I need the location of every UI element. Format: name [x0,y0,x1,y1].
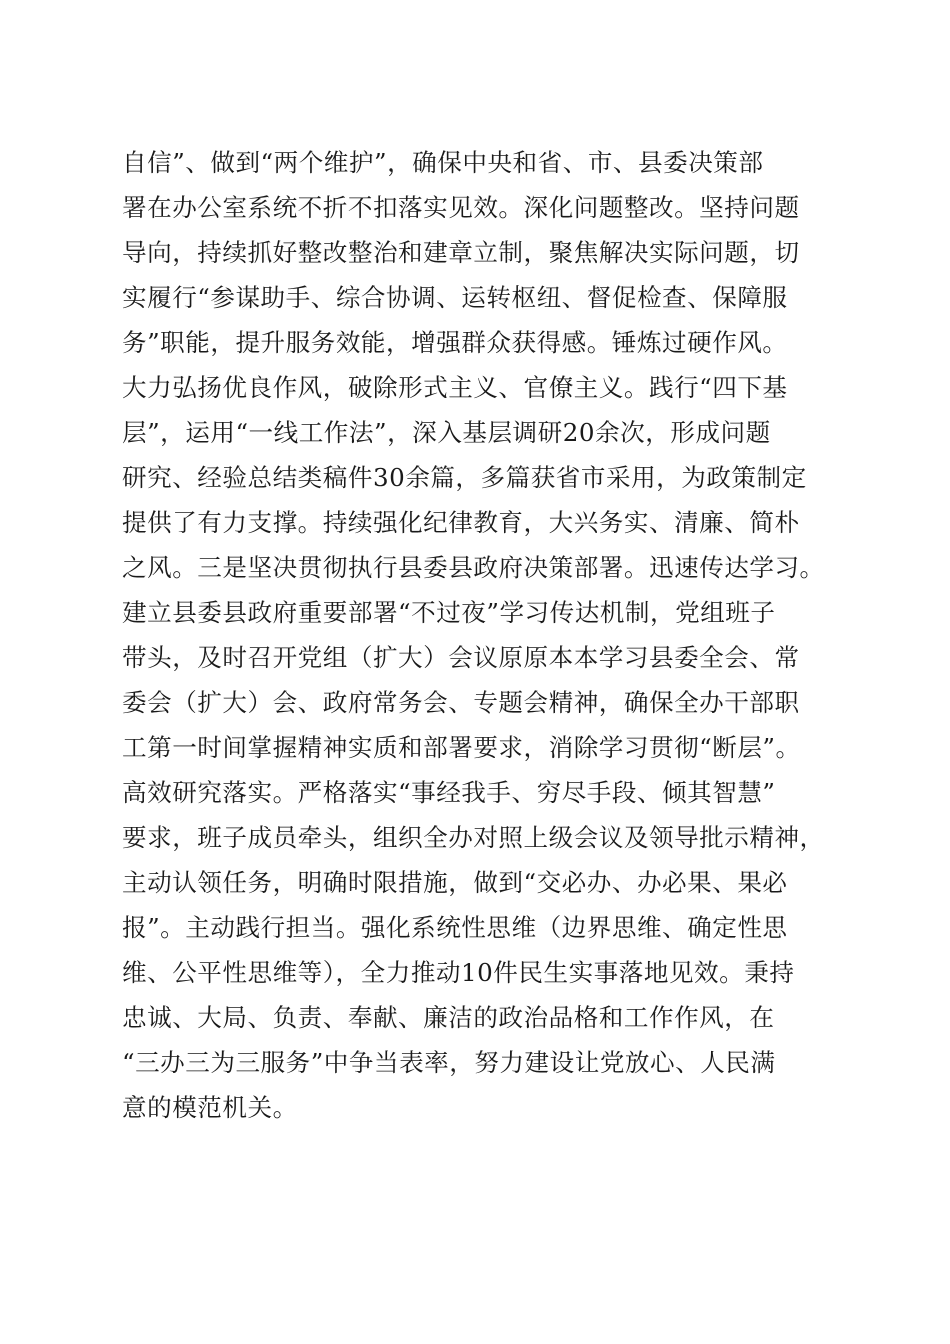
text-line: 大力弘扬优良作风，破除形式主义、官僚主义。践行“四下基 [122,373,788,402]
text-line: 维、公平性思维等），全力推动10件民生实事落地见效。秉持 [122,958,795,987]
text-line: 提供了有力支撑。持续强化纪律教育，大兴务实、清廉、简朴 [122,508,800,537]
text-line: 带头，及时召开党组（扩大）会议原原本本学习县委全会、常 [122,643,800,672]
text-line: 署在办公室系统不折不扣落实见效。深化问题整改。坚持问题 [122,193,800,222]
text-line: 忠诚、大局、负责、奉献、廉洁的政治品格和工作作风，在 [122,1003,775,1032]
text-line: 高效研究落实。严格落实“事经我手、穷尽手段、倾其智慧” [122,778,776,807]
text-line: 建立县委县政府重要部署“不过夜”学习传达机制，党组班子 [122,598,776,627]
text-line: 主动认领任务，明确时限措施，做到“交必办、办必果、果必 [122,868,788,897]
text-line: 自信”、做到“两个维护”，确保中央和省、市、县委决策部 [122,148,764,177]
text-line: 工第一时间掌握精神实质和部署要求，消除学习贯彻“断层”。 [122,733,801,762]
text-line: 报”。主动践行担当。强化系统性思维（边界思维、确定性思 [122,913,788,942]
body-text [122,140,842,1130]
text-line: 意的模范机关。 [122,1093,298,1122]
text-line: 层”，运用“一线工作法”，深入基层调研20余次，形成问题 [122,418,771,447]
text-line: 导向，持续抓好整改整治和建章立制，聚焦解决实际问题，切 [122,238,800,267]
text-line: 实履行“参谋助手、综合协调、运转枢纽、督促检查、保障服 [122,283,788,312]
text-line: 务”职能，提升服务效能，增强群众获得感。锤炼过硬作风。 [122,328,788,357]
text-line: 要求，班子成员牵头，组织全办对照上级会议及领导批示精神， [122,823,825,852]
text-line: 之风。三是坚决贯彻执行县委县政府决策部署。迅速传达学习。 [122,553,825,582]
text-line: 研究、经验总结类稿件30余篇，多篇获省市采用，为政策制定 [122,463,807,492]
text-line: “三办三为三服务”中争当表率，努力建设让党放心、人民满 [122,1048,776,1077]
text-line: 委会（扩大）会、政府常务会、专题会精神，确保全办干部职 [122,688,800,717]
